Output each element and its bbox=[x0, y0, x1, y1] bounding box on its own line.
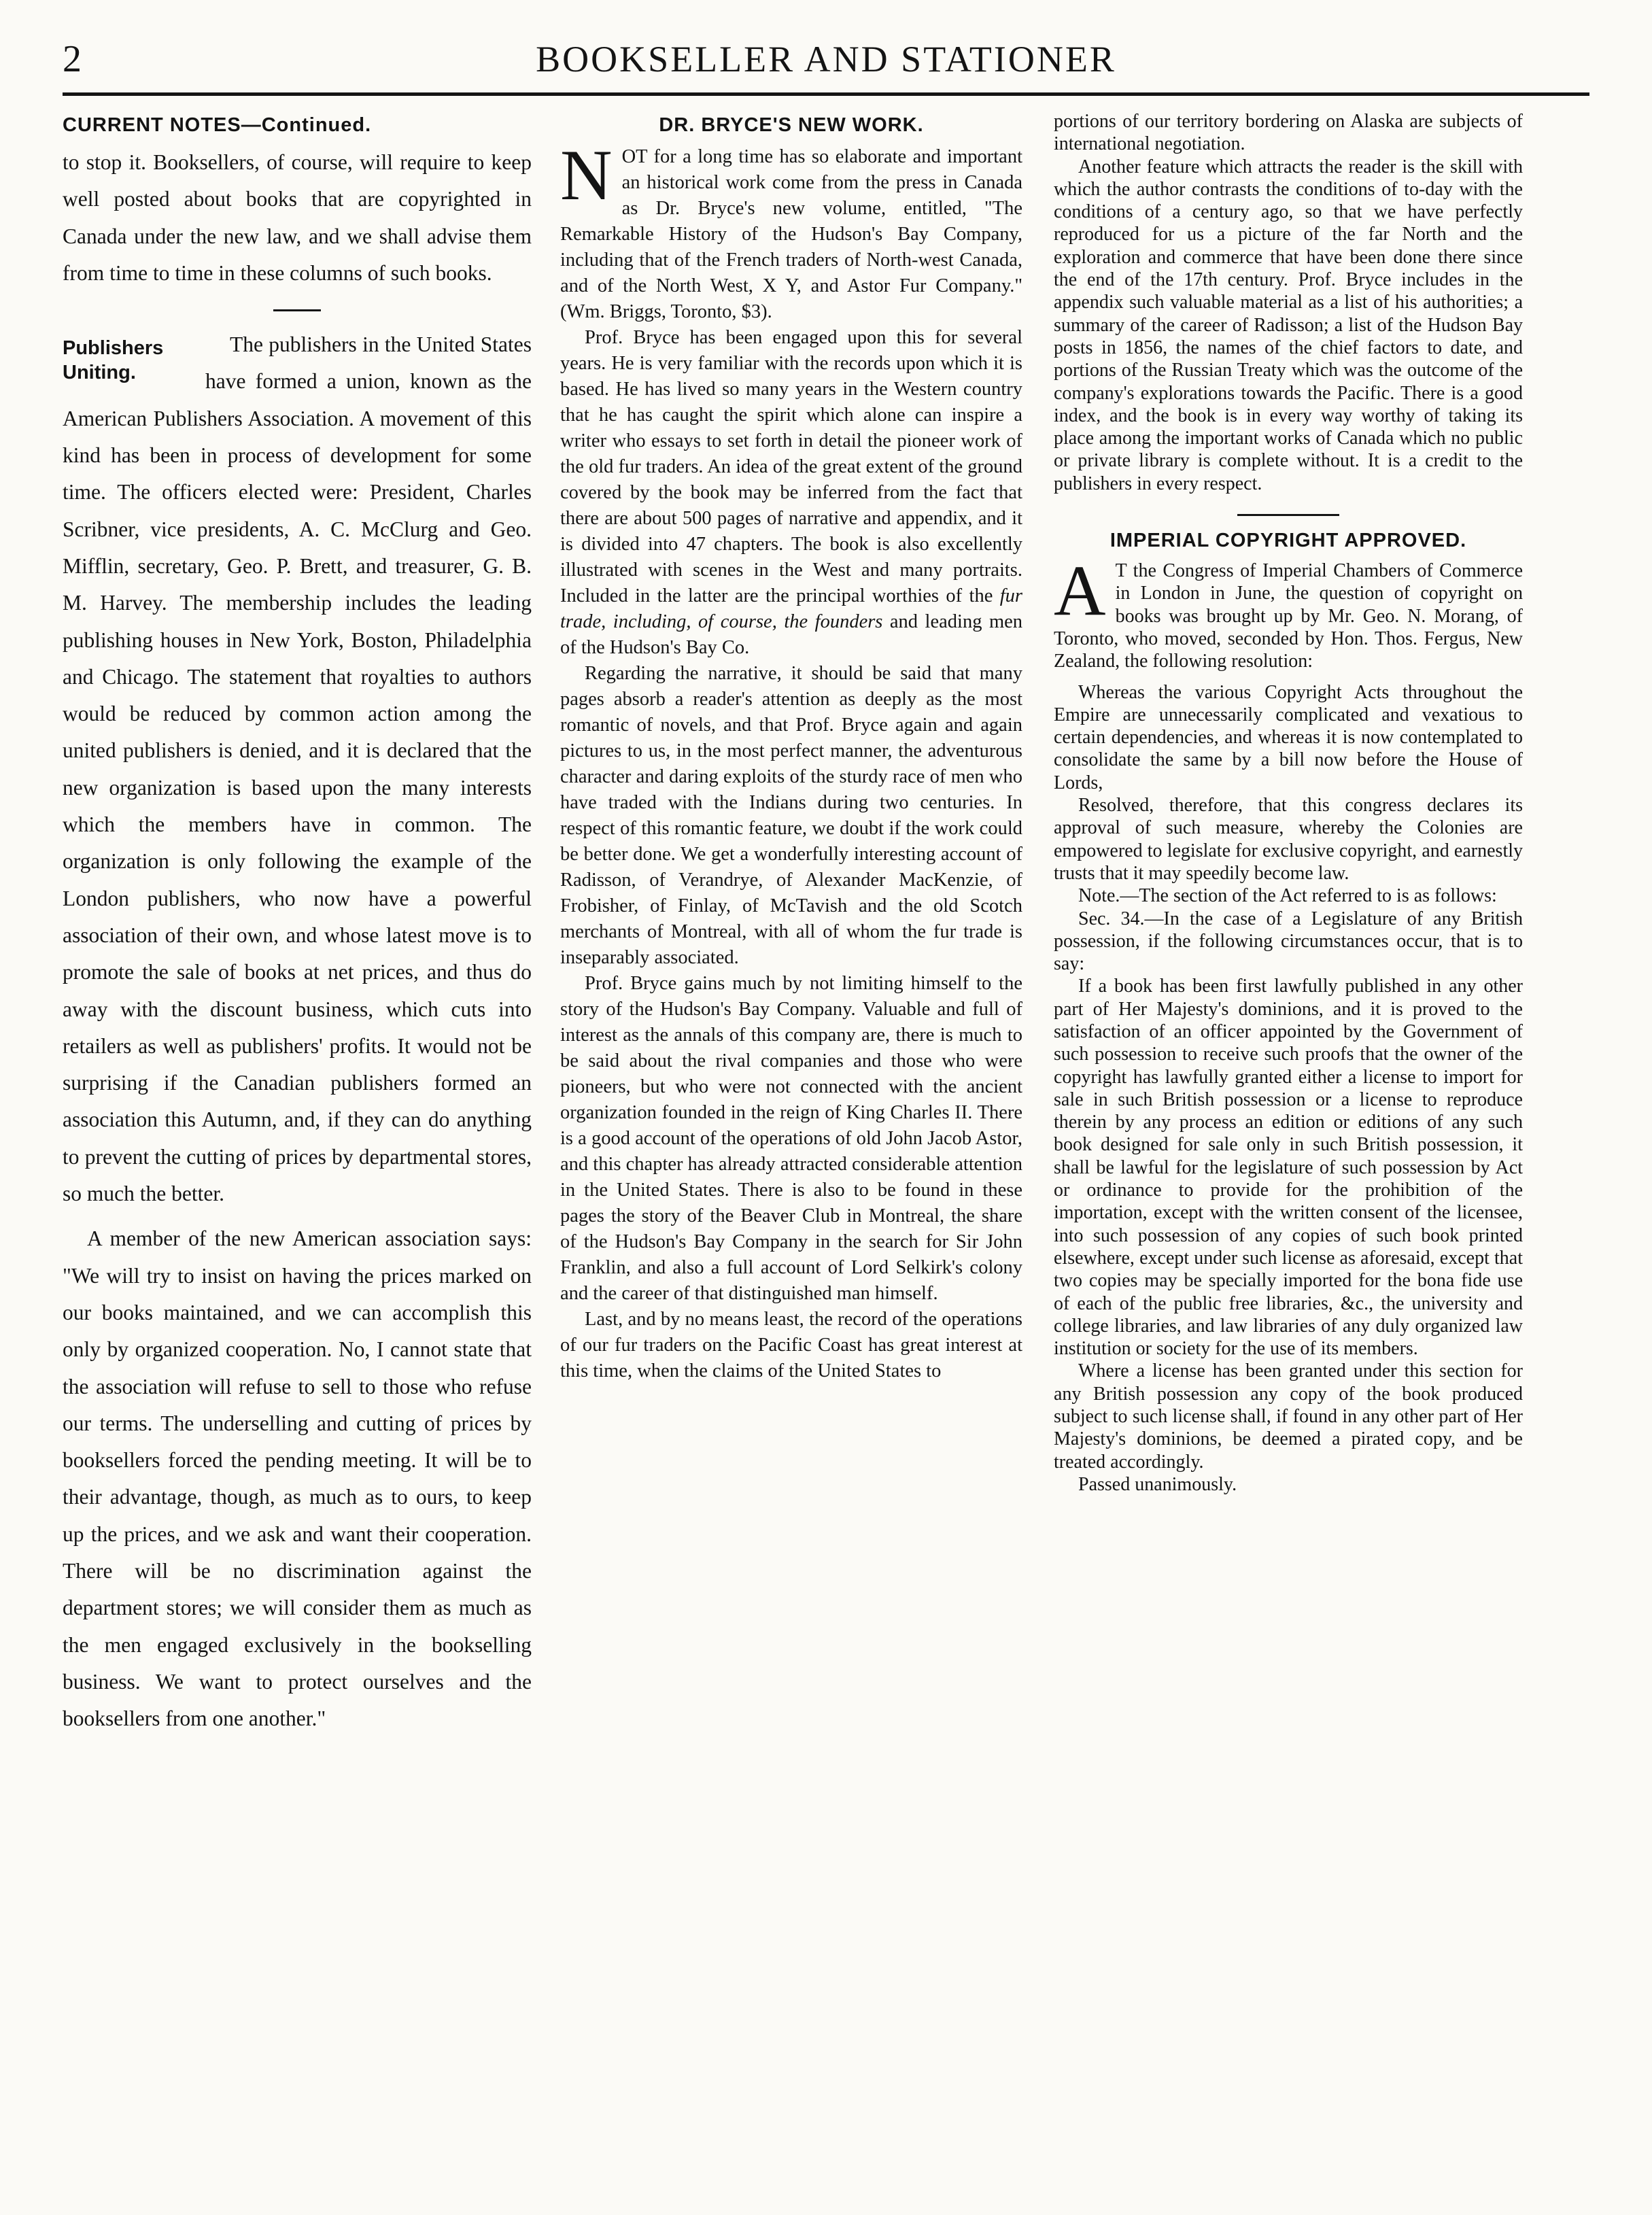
article-paragraph: Whereas the various Copyright Acts throughout the Empire are unnecessarily complicated and vexatious to certain dependencies, and whereas it is now contemplated to consolidate the same by a bill now before the House of Lords, bbox=[1054, 681, 1523, 793]
side-heading-publishers-uniting: Publishers Uniting. bbox=[63, 337, 164, 384]
page-header bbox=[63, 35, 1589, 83]
article-paragraph: If a book has been first lawfully published in any other part of Her Majesty's dominions, and it is proved to the satisfaction of an officer appointed by the Government of such possession to receive such proofs that the owner of the copyright has lawfully granted either a license to import for sale in such British possession or a license to reproduce therein by any process an edition or editions of any such book designed for sale only in such British possession, it shall be lawful for the legislature of such possession by Act or ordinance to provide for the prohibition of the importation, except with the written consent of the licensee, into such possession of any copies of such book printed elsewhere, except under such license as aforesaid, except that two copies may be specially imported for the bona fide use of each of the public free libraries, &c., the university and college libraries, and law libraries of any duly organized law institution or society for the use of its members. bbox=[1054, 976, 1523, 1360]
running-title: BOOKSELLER AND STATIONER bbox=[536, 39, 1116, 80]
imperial-copyright-heading: IMPERIAL COPYRIGHT APPROVED. bbox=[1109, 530, 1467, 552]
article-paragraph: Sec. 34.—In the case of a Legislature of any British possession, if the following circumstances occur, that is to say: bbox=[1054, 908, 1523, 975]
article-paragraph: Passed unanimously. bbox=[1078, 1473, 1237, 1495]
bryce-article-heading: DR. BRYCE'S NEW WORK. bbox=[659, 114, 924, 136]
italic-text: fur trade, including, of course, the founders bbox=[560, 585, 1022, 632]
article-paragraph: Another feature which attracts the reader is the skill with which the author contrasts the conditions of to-day with the conditions of a century ago, so that we have perfectly reproduced for us a picture of the far North and the exploration and commerce that have been done there since the end of the 17th century. Prof. Bryce includes in the appendix such valuable material as a list of his authorities; a summary of the career of Radisson; a list of the Hudson Bay posts in 1856, the names of the chief factors to date, and portions of the Russian Treaty which was the outcome of the company's explorations towards the Pacific. There is a good index, and the book is in every way worthy of taking its place among the important works of Canada which no public or private library is complete without. It is a credit to the publishers in every respect. bbox=[1054, 156, 1523, 494]
column-bryce-article bbox=[560, 110, 1022, 2184]
article-paragraph: portions of our territory bordering on Alaska are subjects of international negotiation. bbox=[1054, 111, 1523, 155]
divider bbox=[1237, 514, 1339, 516]
drop-cap: N bbox=[560, 135, 613, 215]
column-copyright bbox=[1054, 110, 1523, 2184]
header-rule bbox=[63, 92, 1589, 96]
article-paragraph: Regarding the narrative, it should be said that many pages absorb a reader's attention as deeply as the most romantic of novels, and that Prof. Bryce again and again pictures to us, in the most perfect manner, the adventurous character and daring exploits of the sturdy race of men who have traded with the Indians during two centuries. In respect of this romantic feature, we doubt if the work could be better done. We get a wonderfully interesting account of Radisson, of Verandrye, of Alexander MacKenzie, of Frobisher, of Finlay, of McTavish and the old Scotch merchants of Montreal, with all of whom the fur trade is inseparably associated. bbox=[560, 663, 1022, 968]
divider bbox=[273, 309, 321, 311]
article-paragraph: A member of the new American association says: "We will try to insist on having the prices marked on our books maintained, and we can accomplish this only by organized cooperation. No, I cannot state that the association will refuse to sell to those who refuse our terms. The underselling and cutting of prices by booksellers forced the pending meeting. It will be to their advantage, though, as much as to ours, to keep up the prices, and we ask and want their cooperation. There will be no discrimination against the department stores; we will consider them as much as the men engaged exclusively in the bookselling business. We want to protect ourselves and the booksellers from one another." bbox=[63, 1226, 532, 1731]
article-paragraph: Resolved, therefore, that this congress declares its approval of such measure, whereby the Colonies are empowered to legislate for exclusive copyright, and earnestly trusts that it may speedily become law. bbox=[1054, 795, 1523, 884]
article-paragraph: A T the Congress of Imperial Chambers of Commerce in London in June, the question of copyright on books was brought up by Mr. Geo. N. Morang, of Toronto, who moved, seconded by Hon. Thos. Fergus, New Zealand, the following resolution: bbox=[1054, 551, 1523, 672]
article-paragraph: Prof. Bryce gains much by not limiting himself to the story of the Hudson's Bay Company. Valuable and full of interest as the annals of this company are, there is much to be said about the rival companies and those who were pioneers, but who were not connected with the ancient organization founded in the reign of King Charles II. There is a good account of the operations of old John Jacob Astor, and this chapter has already attracted considerable attention in the United States. There is also to be found in these pages the story of the Beaver Club in Montreal, the share of the Hudson's Bay Company in the search for Sir John Franklin, and also a full account of Lord Selkirk's colony and the career of that distinguished man himself. bbox=[560, 973, 1022, 1304]
page-number: 2 bbox=[63, 38, 82, 80]
article-paragraph: Last, and by no means least, the record of the operations of our fur traders on the Pacific Coast has great interest at this time, when the claims of the United States to bbox=[560, 1309, 1022, 1381]
article-paragraph: NOT for a long time has so elaborate and important an historical work come from the press in Canada as Dr. Bryce's new volume, entitled, "The Remarkable History of the Hudson's Bay Company, including that of the French traders of North-west Canada, and of the North West, X Y, and Astor Fur Company." (Wm. Briggs, Toronto, $3). bbox=[560, 135, 1022, 322]
article-paragraph: The publishers in the United States have formed a union, known as the American Publishers Association. A movement of this kind has been in process of development for some time. The officers elected were: President, Charles Scribner, vice presidents, A. C. McClurg and Geo. Mifflin, secretary, Geo. P. Brett, and treasurer, G. B. M. Harvey. The membership includes the leading publishing houses in New York, Boston, Philadelphia and Chicago. The statement that royalties to authors would be reduced by common action among the united publishers is denied, and it is declared that the new organization is based upon the many interests which the members have in common. The organization is only following the example of the London publishers, who now have a powerful association of their own, and whose latest move is to promote the sale of books at net prices, and thus do away with the discount business, which cuts into retailers as well as publishers' profits. It would not be surprising if the Canadian publishers formed an association this Autumn, and, if they can do anything to prevent the cutting of prices by departmental stores, so much the better. bbox=[63, 332, 532, 1206]
drop-cap: A bbox=[1054, 551, 1106, 631]
column-current-notes bbox=[63, 110, 532, 2184]
current-notes-heading: CURRENT NOTES—Continued. bbox=[63, 114, 372, 136]
article-paragraph: Prof. Bryce has been engaged upon this for several years. He is very familiar with the records upon which it is based. He has lived so many years in the Western country that he has caught the spirit which alone can inspire a writer who essays to set forth in detail the pioneer work of the old fur traders. An idea of the great extent of the ground covered by the book may be inferred from the fact that there are about 500 pages of narrative and appendix, and it is divided into 47 chapters. The book is also excellently illustrated with scenes in the West and many portraits. Included in the latter are the principal worthies of the fur trade, including, of course, the founders and leading men of the Hudson's Bay Co. bbox=[560, 327, 1022, 658]
article-paragraph: to stop it. Booksellers, of course, will require to keep well posted about books that are copyrighted in Canada under the new law, and we shall advise them from time to time in these columns of such books. bbox=[63, 150, 532, 285]
article-paragraph: Where a license has been granted under this section for any British possession any copy of the book produced subject to such license shall, if found in any other part of Her Majesty's dominions, be deemed a pirated copy, and be treated accordingly. bbox=[1054, 1360, 1523, 1473]
article-paragraph: Note.—The section of the Act referred to is as follows: bbox=[1078, 885, 1497, 907]
